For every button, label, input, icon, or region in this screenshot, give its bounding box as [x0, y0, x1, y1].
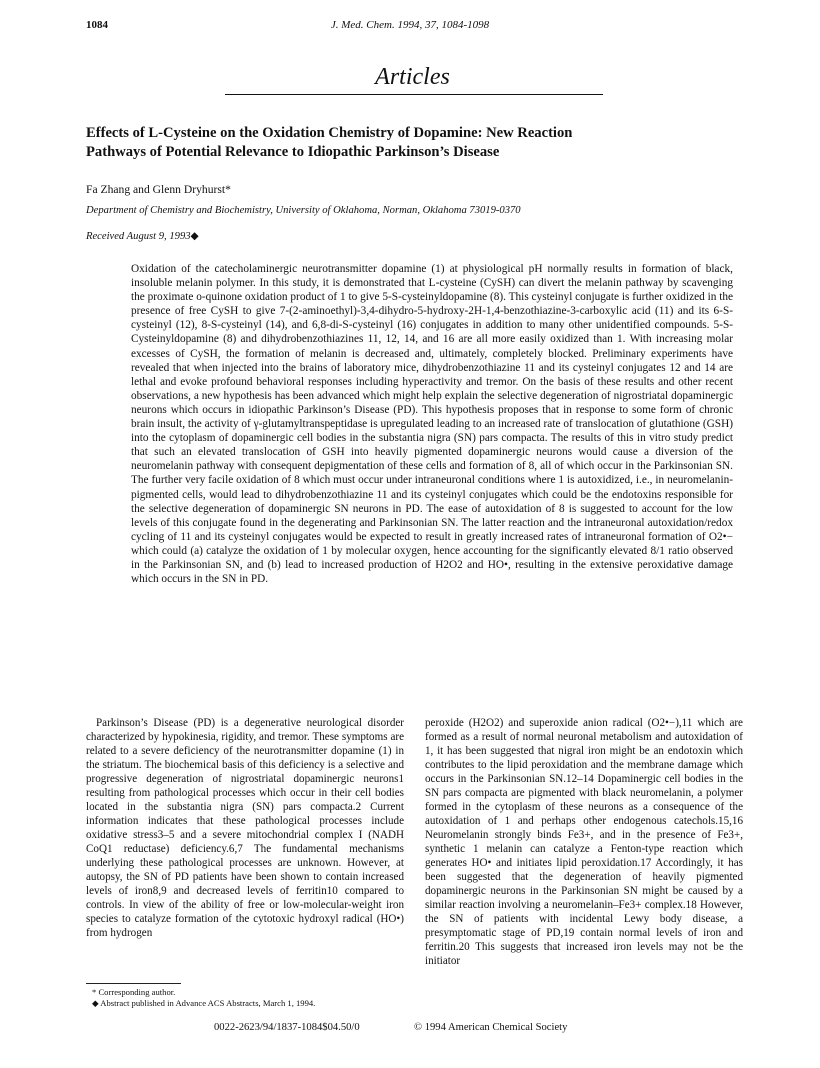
title-line-1: Effects of L-Cysteine on the Oxidation Chemistry of Dopamine: New Reaction: [86, 125, 573, 141]
affiliation: Department of Chemistry and Biochemistry, University of Oklahoma, Norman, Oklahoma 73019-0370: [86, 205, 521, 216]
footnote-abstract-published: ◆ Abstract published in Advance ACS Abstracts, March 1, 1994.: [92, 997, 316, 1008]
title-line-2: Pathways of Potential Relevance to Idiopathic Parkinson’s Disease: [86, 144, 500, 160]
article-title: [86, 124, 736, 162]
copyright: © 1994 American Chemical Society: [414, 1022, 568, 1033]
footnotes: [92, 987, 315, 1008]
section-rule: [225, 94, 603, 95]
body-column-right: [425, 716, 743, 968]
footnote-corresponding: * Corresponding author.: [92, 987, 176, 997]
journal-citation: J. Med. Chem. 1994, 37, 1084-1098: [330, 19, 490, 31]
received-date: Received August 9, 1993◆: [86, 231, 199, 242]
section-heading: Articles: [375, 64, 450, 90]
body-paragraph-left: Parkinson’s Disease (PD) is a degenerative neurological disorder characterized by hypokinesia, rigidity, and tremor. These symptoms are related to a severe deficiency of the neurotransmitter dopamine (1) in the striatum. The biochemical basis of this deficiency is a selective and progressive degeneration of nigrostriatal dopaminergic neurons1 resulting from pathological processes which occur in their cell bodies located in the substantia nigra (SN) pars compacta.2 Current information indicates that these pathological processes include oxidative stress3–5 and a severe mitochondrial complex I (NADH CoQ1 reductase) deficiency.6,7 The fundamental mechanisms underlying these pathological processes are unknown. However, at autopsy, the SN of PD patients have been shown to contain increased levels of iron8,9 and decreased levels of ferritin10 compared to controls. In view of the ability of free or low-molecular-weight iron species to catalyze formation of the cytotoxic hydroxyl radical (HO•) from hydrogen: [86, 717, 404, 939]
article-code: 0022-2623/94/1837-1084$04.50/0: [214, 1022, 360, 1033]
footnote-rule: [86, 983, 181, 984]
body-column-left: [86, 716, 404, 940]
authors: Fa Zhang and Glenn Dryhurst*: [86, 183, 231, 196]
abstract: Oxidation of the catecholaminergic neurotransmitter dopamine (1) at physiological pH normally results in formation of black, insoluble melanin polymer. In this study, it is demonstrated that L-cysteine (CySH) can divert the melanin pathway by scavenging the proximate o-quinone oxidation product of 1 to give 5-S-cysteinyldopamine (8). This cysteinyl conjugate is further oxidized in the presence of free CySH to give 7-(2-aminoethyl)-3,4-dihydro-5-hydroxy-2H-1,4-benzothiazine-3-carboxylic acid (11) and its 6-S-cysteinyl (12), 8-S-cysteinyl (14), and 6,8-di-S-cysteinyl (16) conjugates in addition to many other unidentified compounds. 5-S-Cysteinyldopamine (8) and dihydrobenzothiazines 11, 12, 14, and 16 are all more easily oxidized than 1. With increasing molar excesses of CySH, the formation of melanin is decreased and, ultimately, completely blocked. Preliminary experiments have revealed that when injected into the brains of laboratory mice, dihydrobenzothiazine 11 and its cysteinyl conjugates 12 and 14 are lethal and evoke profound behavioral responses including hyperactivity and tremor. On the basis of these results and other recent observations, a new hypothesis has been advanced which might help explain the selective degeneration of nigrostriatal dopaminergic neurons which occurs in idiopathic Parkinson’s Disease (PD). This hypothesis proposes that in response to some form of chronic brain insult, the activity of γ-glutamyltranspeptidase is upregulated leading to an increased rate of translocation of glutathione (GSH) into the cytoplasm of dopaminergic cell bodies in the substantia nigra (SN) pars compacta. The results of this in vitro study predict that such an elevated translocation of GSH into heavily pigmented dopaminergic neurons would cause a diversion of the neuromelanin pathway with consequent depigmentation of these cells and formation of 8, all of which occur in the Parkinsonian SN. The further very facile oxidation of 8 which must occur under intraneuronal conditions where 1 is autoxidized, i.e., in neuromelanin-pigmented cells, would lead to dihydrobenzothiazine 11 and its cysteinyl conjugates which could be the endotoxins responsible for the selective degeneration of dopaminergic SN neurons in PD. The ease of autoxidation of 8 is suggested to account for the low levels of this conjugate found in the degenerating and Parkinsonian SN. The latter reaction and the intraneuronal autoxidation/redox cycling of 11 and its cysteinyl conjugates would be expected to result in greatly increased rates of intraneuronal formation of O2•− which could (a) catalyze the oxidation of 1 by molecular oxygen, hence accounting for the significantly elevated 8/1 ratio observed in the Parkinsonian SN, and (b) lead to increased production of H2O2 and HO•, resulting in the extensive peroxidative damage which occurs in the SN in PD.: [131, 263, 733, 586]
page-number: 1084: [86, 19, 108, 31]
body-paragraph-right: peroxide (H2O2) and superoxide anion radical (O2•−),11 which are formed as a result of normal neuronal metabolism and autoxidation of 1, it has been suggested that nigral iron might be an endotoxin which contributes to the lipid peroxidation and the membrane damage which occurs in the Parkinsonian SN.12–14 Dopaminergic cell bodies in the SN pars compacta are pigmented with black neuromelanin, a polymer formed in the cytoplasm of these neurons as a consequence of the autoxidation of 1 and perhaps other endogenous catechols.15,16 Neuromelanin strongly binds Fe3+, and in the presence of Fe3+, synthetic 1 melanin can catalyze a Fenton-type reaction which generates HO• and initiates lipid peroxidation.17 Accordingly, it has been suggested that the degeneration of heavily pigmented dopaminergic neurons in the Parkinsonian SN might be caused by a similar reaction involving a neuromelanin–Fe3+ complex.18 However, the SN of patients with incidental Lewy body disease, a presymptomatic stage of PD,19 contain normal levels of iron and ferritin.20 This suggests that increased iron levels may not be the initiator: [425, 717, 743, 967]
